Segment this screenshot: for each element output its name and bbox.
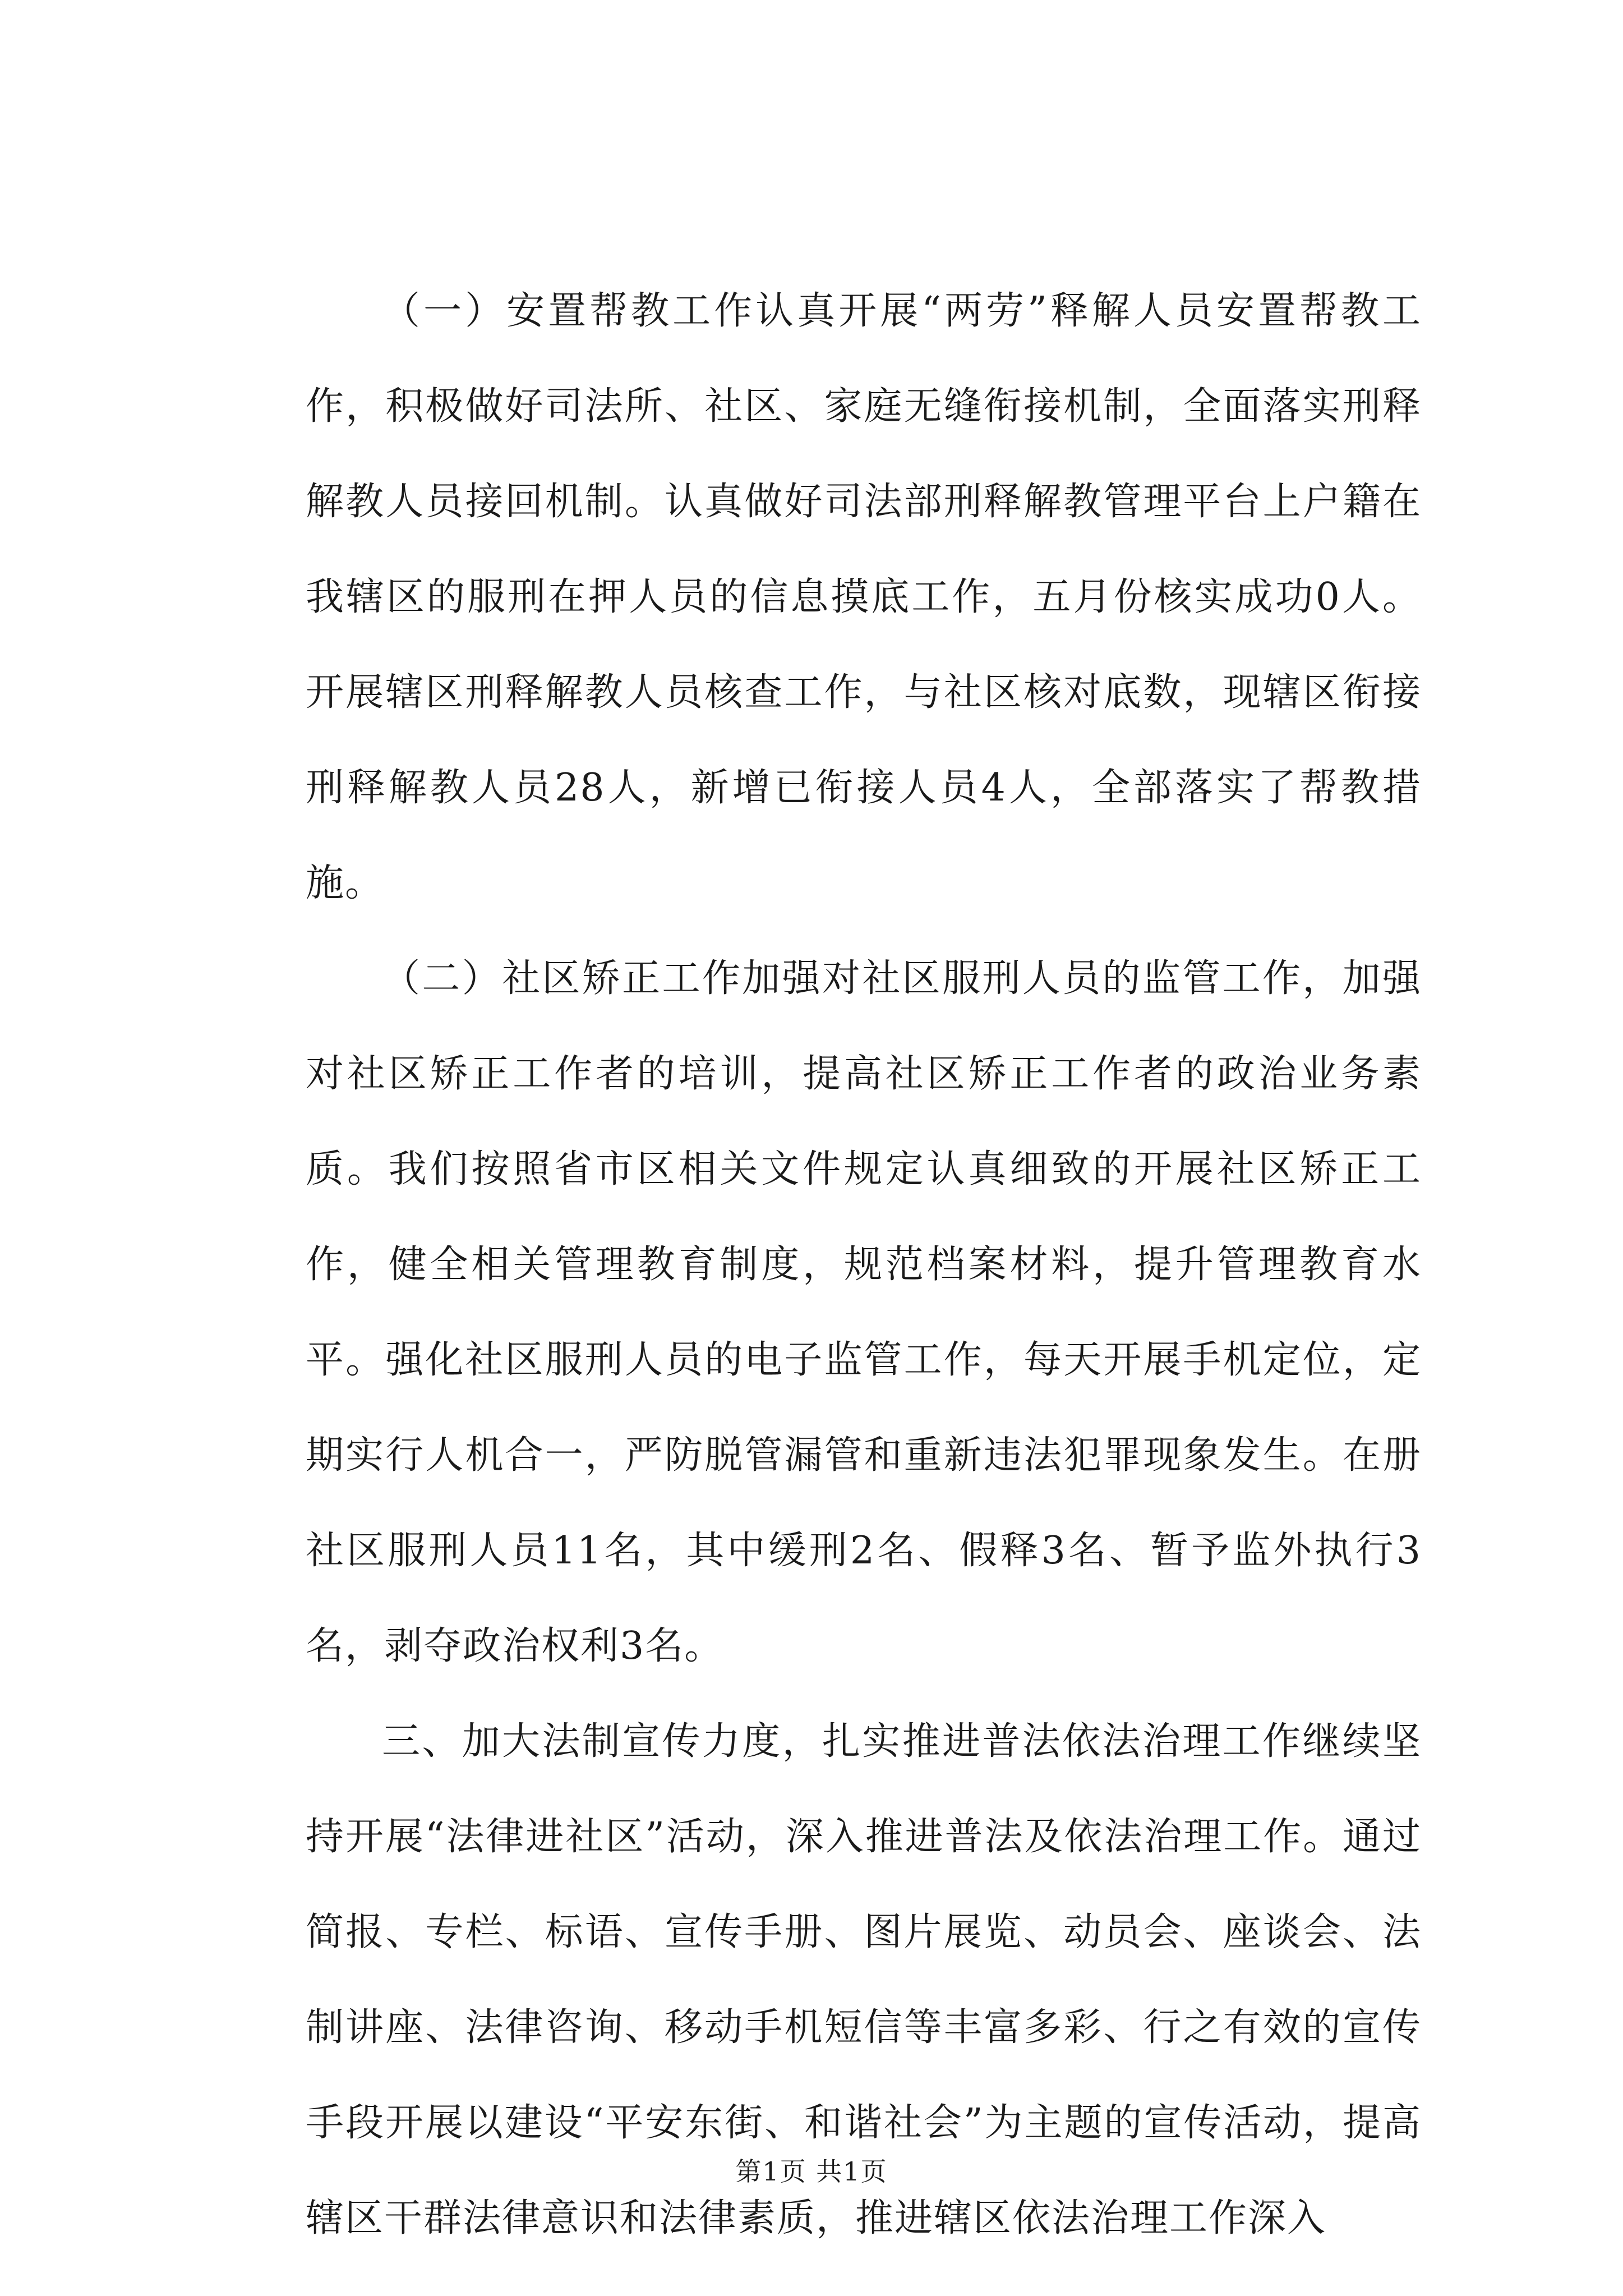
document-body — [306, 264, 1422, 2266]
paragraph-community-correction: （二）社区矫正工作加强对社区服刑人员的监管工作，加强对社区矫正工作者的培训，提高社区矫正工作者的政治业务素质。我们按照省市区相关文件规定认真细致的开展社区矫正工作，健全相关管理教育制度，规范档案材料，提升管理教育水平。强化社区服刑人员的电子监管工作，每天开展手机定位，定期实行人机合一，严防脱管漏管和重新违法犯罪现象发生。在册社区服刑人员11名，其中缓刑2名、假释3名、暂予监外执行3名，剥夺政治权利3名。 — [306, 956, 1422, 1668]
page-footer: 第1页 共1页 — [735, 2156, 888, 2187]
paragraph-legal-publicity: 三、加大法制宣传力度，扎实推进普法依法治理工作继续坚持开展“法律进社区”活动，深入推进普法及依法治理工作。通过简报、专栏、标语、宣传手册、图片展览、动员会、座谈会、法制讲座、法律咨询、移动手机短信等丰富多彩、行之有效的宣传手段开展以建设“平安东街、和谐社会”为主题的宣传活动，提高辖区干群法律意识和法律素质，推进辖区依法治理工作深入 — [306, 1719, 1422, 2240]
paragraph-resettlement: （一）安置帮教工作认真开展“两劳”释解人员安置帮教工作，积极做好司法所、社区、家庭无缝衔接机制，全面落实刑释解教人员接回机制。认真做好司法部刑释解教管理平台上户籍在我辖区的服刑在押人员的信息摸底工作，五月份核实成功0人。开展辖区刑释解教人员核查工作，与社区核对底数，现辖区衔接刑释解教人员28人，新增已衔接人员4人，全部落实了帮教措施。 — [306, 289, 1422, 905]
